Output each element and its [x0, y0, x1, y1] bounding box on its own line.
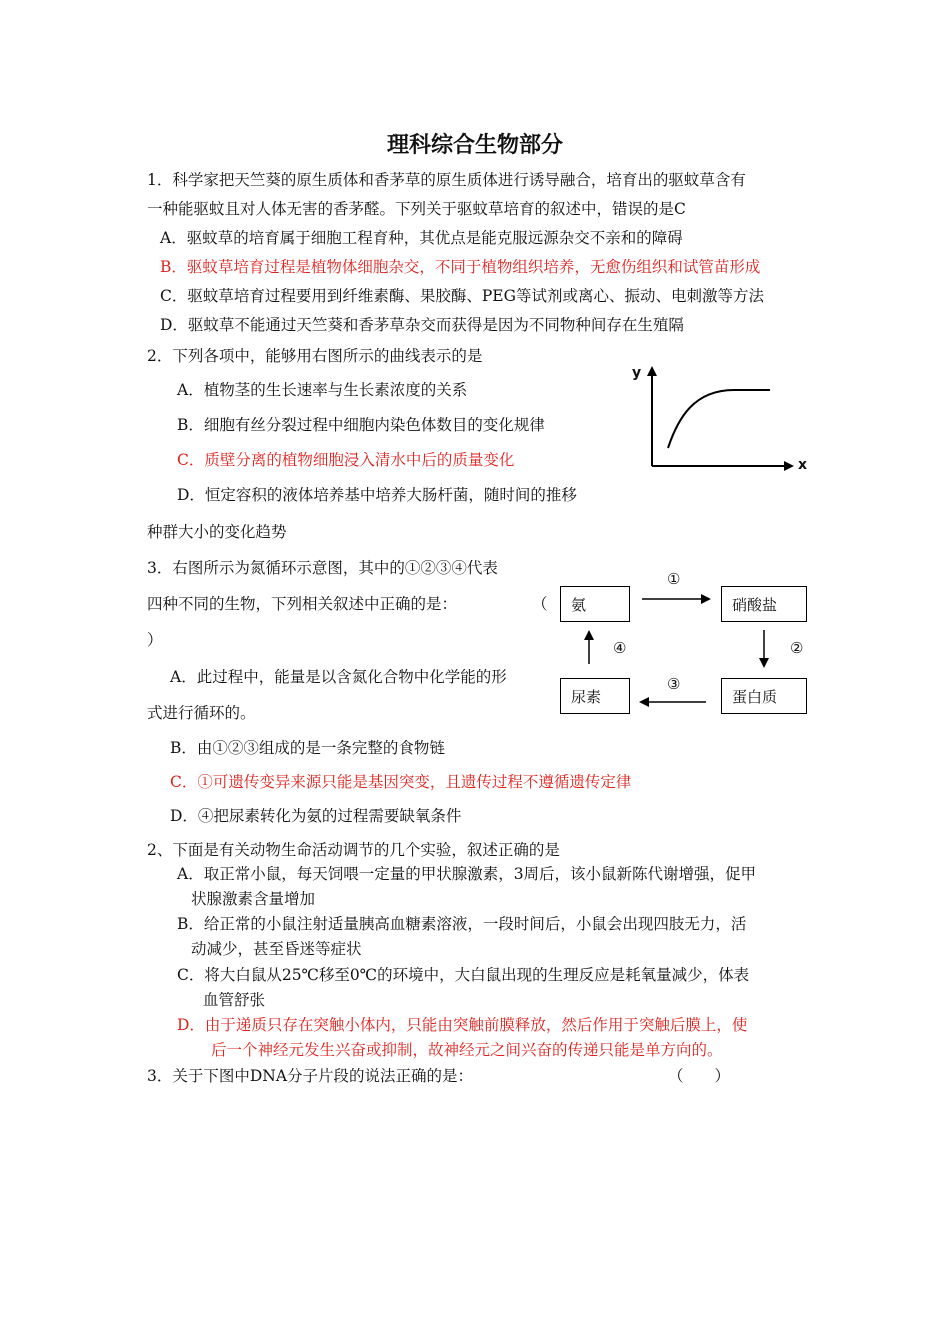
q3-option-a-line2: 式进行循环的。	[147, 704, 256, 722]
q3-option-b: B．由①②③组成的是一条完整的食物链	[170, 739, 445, 757]
q4-option-d-line1: D．由于递质只存在突触小体内，只能由突触前膜释放，然后作用于突触后膜上，使	[177, 1016, 748, 1034]
arrow-step-4	[584, 630, 594, 664]
arrow-step-2	[759, 630, 769, 668]
page-title: 理科综合生物部分	[386, 133, 563, 158]
q4-stem: 2、下面是有关动物生命活动调节的几个实验，叙述正确的是	[147, 841, 560, 859]
q4-option-b-line1: B．给正常的小鼠注射适量胰高血糖素溶液，一段时间后，小鼠会出现四肢无力，活	[177, 915, 747, 933]
q4-option-c-line2: 血管舒张	[203, 991, 266, 1009]
q2-option-a: A．植物茎的生长速率与生长素浓度的关系	[177, 381, 468, 399]
q3-paren-close: ）	[147, 631, 163, 649]
node-urea: 尿素	[560, 678, 630, 714]
q5-stem: 3．关于下图中DNA分子片段的说法正确的是：	[147, 1067, 474, 1085]
q2-stem: 2．下列各项中，能够用右图所示的曲线表示的是	[147, 347, 483, 365]
arrow-step-1	[642, 594, 711, 604]
q2-option-d: D．恒定容积的液体培养基中培养大肠杆菌，随时间的推移	[177, 486, 577, 504]
q1-stem-line2: 一种能驱蚊且对人体无害的香茅醛。下列关于驱蚊草培育的叙述中，错误的是C	[147, 200, 686, 218]
q3-option-c: C．①可遗传变异来源只能是基因突变，且遗传过程不遵循遗传定律	[170, 773, 632, 791]
graph-y-label: y	[632, 365, 642, 381]
step-2-label: ②	[790, 639, 804, 657]
q1-option-b: B．驱蚊草培育过程是植物体细胞杂交，不同于植物组织培养，无愈伤组织和试管苗形成	[160, 258, 761, 276]
q1-option-a: A．驱蚊草的培育属于细胞工程育种，其优点是能克服远源杂交不亲和的障碍	[160, 229, 683, 247]
arrow-step-3	[639, 697, 706, 707]
q4-option-d-line2: 后一个神经元发生兴奋或抑制，故神经元之间兴奋的传递只能是单方向的。	[211, 1041, 723, 1059]
q2-option-b: B．细胞有丝分裂过程中细胞内染色体数目的变化规律	[177, 416, 545, 434]
q3-stem-line2: 四种不同的生物，下列相关叙述中正确的是：	[147, 595, 458, 613]
step-4-label: ④	[613, 639, 627, 657]
q5-answer-paren: （ ）	[668, 1067, 731, 1085]
q3-paren-open: （	[532, 595, 548, 613]
q4-option-a-line1: A．取正常小鼠，每天饲喂一定量的甲状腺激素，3周后，该小鼠新陈代谢增强，促甲	[177, 865, 757, 883]
q1-stem-line1: 1．科学家把天竺葵的原生质体和香茅草的原生质体进行诱导融合，培育出的驱蚊草含有	[147, 171, 746, 189]
q1-option-d: D．驱蚊草不能通过天竺葵和香茅草杂交而获得是因为不同物种间存在生殖隔	[160, 316, 684, 334]
q3-option-a-line1: A．此过程中，能量是以含氮化合物中化学能的形	[170, 668, 507, 686]
step-3-label: ③	[667, 675, 681, 693]
q3-stem-line1: 3．右图所示为氮循环示意图，其中的①②③④代表	[147, 559, 498, 577]
q4-option-c-line1: C．将大白鼠从25℃移至0℃的环境中，大白鼠出现的生理反应是耗氧量减少，体表	[177, 966, 750, 984]
q4-option-b-line2: 动减少，甚至昏迷等症状	[191, 940, 362, 958]
step-1-label: ①	[667, 570, 681, 588]
node-protein: 蛋白质	[721, 678, 807, 714]
node-ammonia: 氨	[560, 586, 630, 622]
q1-option-c: C．驱蚊草培育过程要用到纤维素酶、果胶酶、PEG等试剂或离心、振动、电刺激等方法	[160, 287, 764, 305]
q3-option-d: D．④把尿素转化为氨的过程需要缺氧条件	[170, 807, 462, 825]
q4-option-a-line2: 状腺激素含量增加	[191, 890, 316, 908]
q2-option-d-continued: 种群大小的变化趋势	[147, 523, 287, 541]
node-nitrate: 硝酸盐	[721, 586, 807, 622]
graph-x-label: x	[798, 457, 808, 473]
q2-option-c: C．质壁分离的植物细胞浸入清水中后的质量变化	[177, 451, 515, 469]
